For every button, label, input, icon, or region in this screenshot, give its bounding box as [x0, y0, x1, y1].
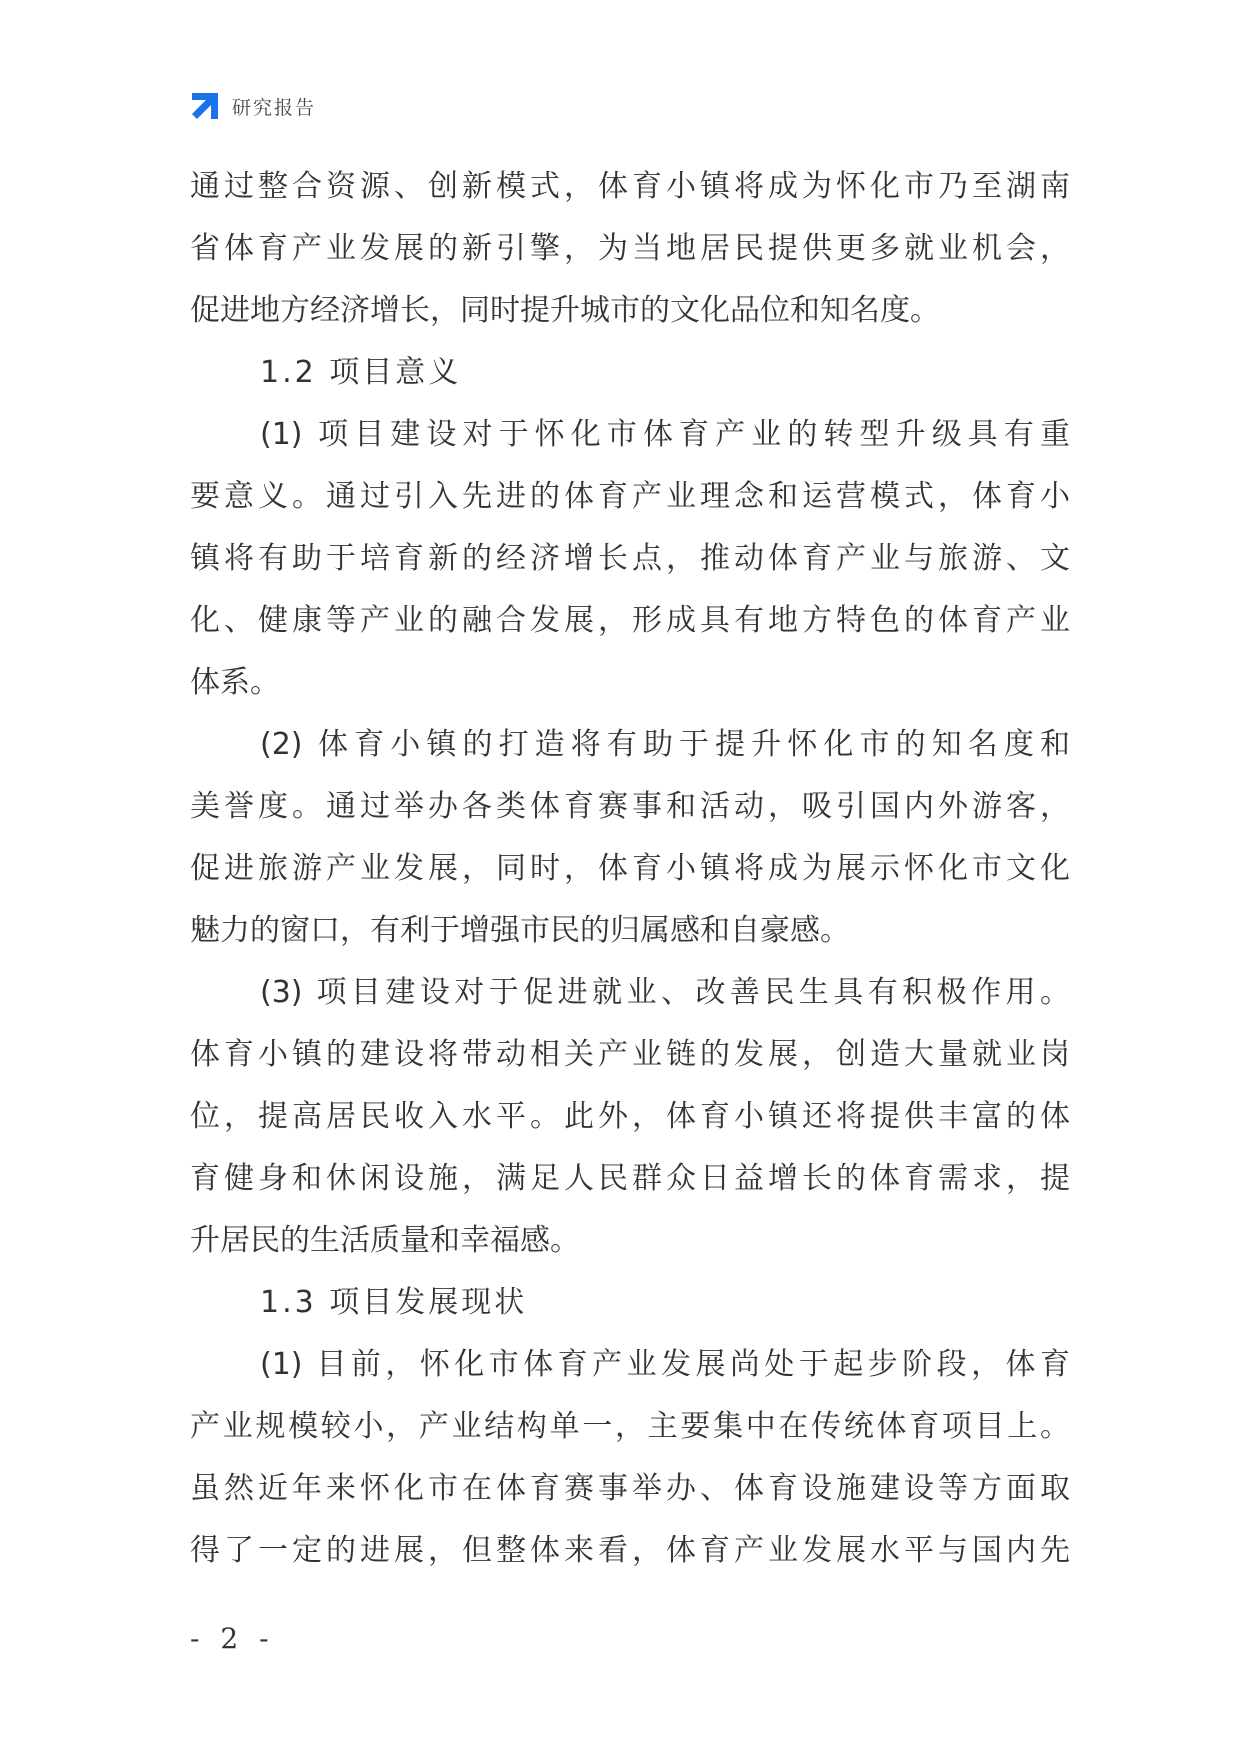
- paragraph-line: 升居民的生活质量和幸福感。: [190, 1223, 580, 1258]
- paragraph-line: (1) 项目建设对于怀化市体育产业的转型升级具有重: [260, 417, 1070, 452]
- paragraph-line: 体系。: [190, 665, 280, 700]
- paragraph-line: 虽然近年来怀化市在体育赛事举办、体育设施建设等方面取: [190, 1471, 1070, 1506]
- arrow-logo-icon: [188, 89, 222, 123]
- page-number: - 2 -: [190, 1622, 275, 1655]
- section-heading: 1.2 项目意义: [260, 355, 462, 390]
- report-header: [188, 86, 316, 126]
- paragraph-line: (2) 体育小镇的打造将有助于提升怀化市的知名度和: [260, 727, 1070, 762]
- paragraph-line: 育健身和休闲设施，满足人民群众日益增长的体育需求，提: [190, 1161, 1070, 1196]
- paragraph-line: (3) 项目建设对于促进就业、改善民生具有积极作用。: [260, 975, 1070, 1010]
- paragraph-line: (1) 目前，怀化市体育产业发展尚处于起步阶段，体育: [260, 1347, 1070, 1382]
- paragraph-line: 魅力的窗口，有利于增强市民的归属感和自豪感。: [190, 913, 850, 948]
- paragraph-line: 产业规模较小，产业结构单一，主要集中在传统体育项目上。: [190, 1409, 1070, 1444]
- paragraph-line: 要意义。通过引入先进的体育产业理念和运营模式，体育小: [190, 479, 1070, 514]
- paragraph-line: 通过整合资源、创新模式，体育小镇将成为怀化市乃至湖南: [190, 169, 1070, 204]
- paragraph-line: 化、健康等产业的融合发展，形成具有地方特色的体育产业: [190, 603, 1070, 638]
- paragraph-line: 促进地方经济增长，同时提升城市的文化品位和知名度。: [190, 293, 940, 328]
- paragraph-line: 体育小镇的建设将带动相关产业链的发展，创造大量就业岗: [190, 1037, 1070, 1072]
- paragraph-line: 促进旅游产业发展，同时，体育小镇将成为展示怀化市文化: [190, 851, 1070, 886]
- paragraph-line: 美誉度。通过举办各类体育赛事和活动，吸引国内外游客，: [190, 789, 1070, 824]
- section-heading: 1.3 项目发展现状: [260, 1285, 528, 1320]
- paragraph-line: 得了一定的进展，但整体来看，体育产业发展水平与国内先: [190, 1533, 1070, 1568]
- paragraph-line: 位，提高居民收入水平。此外，体育小镇还将提供丰富的体: [190, 1099, 1070, 1134]
- paragraph-line: 镇将有助于培育新的经济增长点，推动体育产业与旅游、文: [190, 541, 1070, 576]
- document-body: [190, 156, 1070, 1582]
- paragraph-line: 省体育产业发展的新引擎，为当地居民提供更多就业机会，: [190, 231, 1070, 266]
- header-label: 研究报告: [232, 96, 317, 119]
